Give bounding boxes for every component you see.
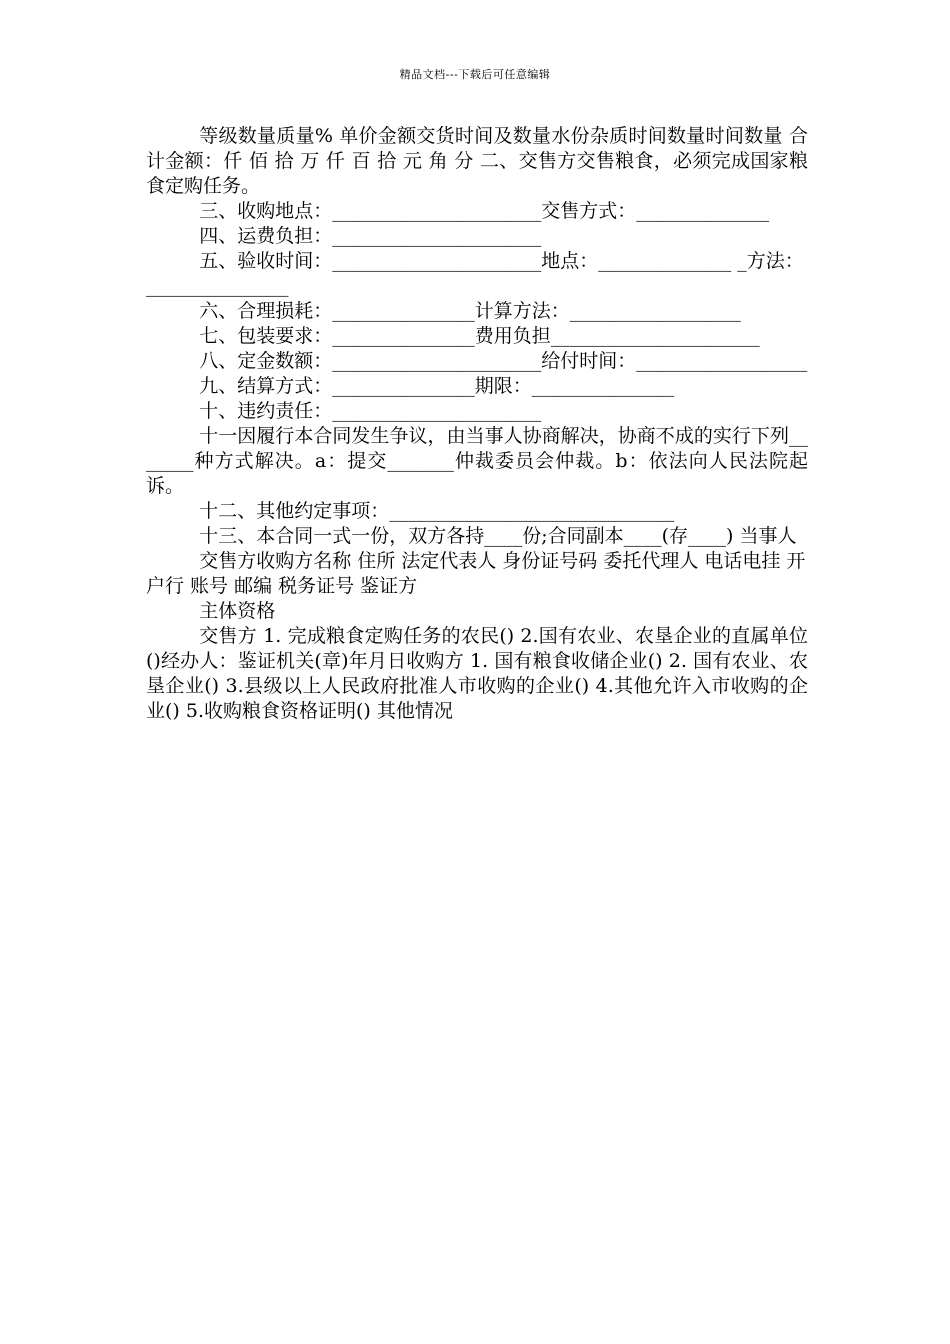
paragraph-goods-table: 等级数量质量% 单价金额交货时间及数量水份杂质时间数量时间数量 合计金额：仟 佰 拾 万 仟 百 拾 元 角 分 二、交售方交售粮食，必须完成国家粮食定购任务。 [146,125,808,197]
paragraph-deposit: 八、定金数额：______________________给付时间：__________________ [199,350,808,372]
paragraph-dispute: 十一因履行本合同发生争议，由当事人协商解决，协商不成的实行下列_______种方式解决。a：提交_______仲裁委员会仲裁。b：依法向人民法院起诉。 [146,425,808,497]
page-header: 精品文档---下载后可任意编辑 [399,68,551,81]
paragraph-parties: 交售方收购方名称 住所 法定代表人 身份证号码 委托代理人 电话电挂 开户行 账号 邮编 税务证号 鉴证方 [146,550,806,597]
paragraph-loss: 六、合理损耗：_______________计算方法：__________________ [199,300,741,322]
paragraph-packaging: 七、包装要求：_______________费用负担______________________ [199,325,760,347]
paragraph-settlement: 九、结算方式：_______________期限：_______________ [199,375,675,397]
paragraph-purchase-location: 三、收购地点：______________________交售方式：______________ [199,200,770,222]
paragraph-freight: 四、运费负担：______________________ [199,225,542,247]
paragraph-qualification-title: 主体资格 [199,600,276,622]
document-body [146,124,808,724]
paragraph-other-terms: 十二、其他约定事项：______________________________ [199,500,675,522]
paragraph-copies: 十三、本合同一式一份，双方各持____份;合同副本____(存____) 当事人 [199,525,797,547]
paragraph-qualification: 交售方 1. 完成粮食定购任务的农民() 2.国有农业、农垦企业的直属单位()经办人：鉴证机关(章)年月日收购方 1. 国有粮食收储企业() 2. 国有农业、农垦企业() 3.县级以上人民政府批准人市收购的企业() 4.其他允许入市收购的企业() 5.收购粮食资格证明() 其他情况 [146,625,808,722]
paragraph-liability: 十、违约责任：______________________ [199,400,542,422]
paragraph-inspection: 五、验收时间：______________________地点：______________ _方法：_______________ [146,250,804,297]
